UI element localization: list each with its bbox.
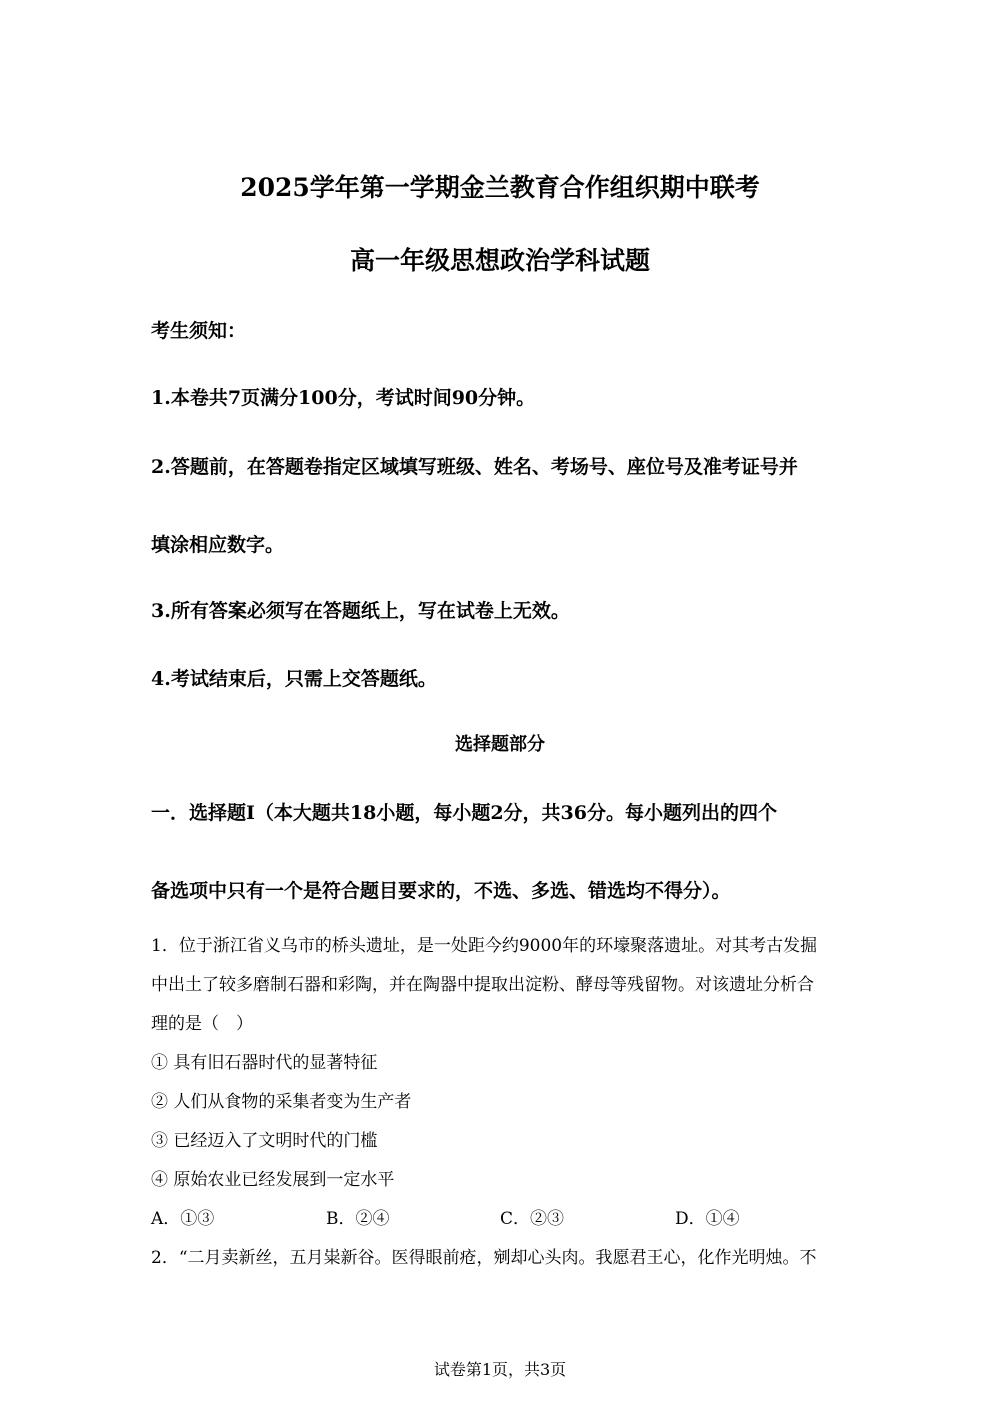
question-1-statement-1: ① 具有旧石器时代的显著特征 — [151, 1053, 378, 1073]
question-1-option-b: B．②④ — [326, 1209, 390, 1229]
question-1-stem-line2: 中出土了较多磨制石器和彩陶，并在陶器中提取出淀粉、酵母等残留物。对该遗址分析合 — [151, 975, 814, 995]
notice-item-1: 1.本卷共7页满分100分，考试时间90分钟。 — [151, 387, 536, 409]
page-footer: 试卷第1页，共3页 — [433, 1360, 567, 1379]
section-instruction-line2: 备选项中只有一个是符合题目要求的，不选、多选、错选均不得分）。 — [151, 880, 731, 902]
exam-title-line2: 高一年级思想政治学科试题 — [349, 246, 650, 275]
section-label: 选择题部分 — [455, 734, 545, 755]
exam-title-line1: 2025学年第一学期金兰教育合作组织期中联考 — [240, 173, 760, 202]
question-2-stem-line1: 2．“二月卖新丝，五月粜新谷。医得眼前疮，剜却心头肉。我愿君王心，化作光明烛。不 — [151, 1248, 817, 1268]
question-1-option-a: A．①③ — [151, 1209, 215, 1229]
notice-item-2-continued: 填涂相应数字。 — [151, 534, 285, 556]
question-1-stem-line1: 1．位于浙江省义乌市的桥头遗址，是一处距今约9000年的环壕聚落遗址。对其考古发掘 — [151, 936, 818, 956]
section-instruction-line1: 一．选择题Ⅰ（本大题共18小题，每小题2分，共36分。每小题列出的四个 — [151, 802, 777, 824]
question-1-statement-2: ② 人们从食物的采集者变为生产者 — [151, 1092, 412, 1112]
notice-item-3: 3.所有答案必须写在答题纸上，写在试卷上无效。 — [151, 600, 570, 622]
question-1-statement-3: ③ 已经迈入了文明时代的门槛 — [151, 1131, 378, 1151]
notice-item-4: 4.考试结束后，只需上交答题纸。 — [151, 668, 437, 690]
question-1-option-d: D．①④ — [675, 1209, 740, 1229]
notice-item-2: 2.答题前，在答题卷指定区域填写班级、姓名、考场号、座位号及准考证号并 — [151, 456, 798, 478]
question-1-stem-line3: 理的是（ ） — [151, 1014, 253, 1034]
question-1-option-c: C．②③ — [500, 1209, 565, 1229]
question-1-statement-4: ④ 原始农业已经发展到一定水平 — [151, 1170, 395, 1190]
notice-heading: 考生须知： — [151, 320, 247, 342]
